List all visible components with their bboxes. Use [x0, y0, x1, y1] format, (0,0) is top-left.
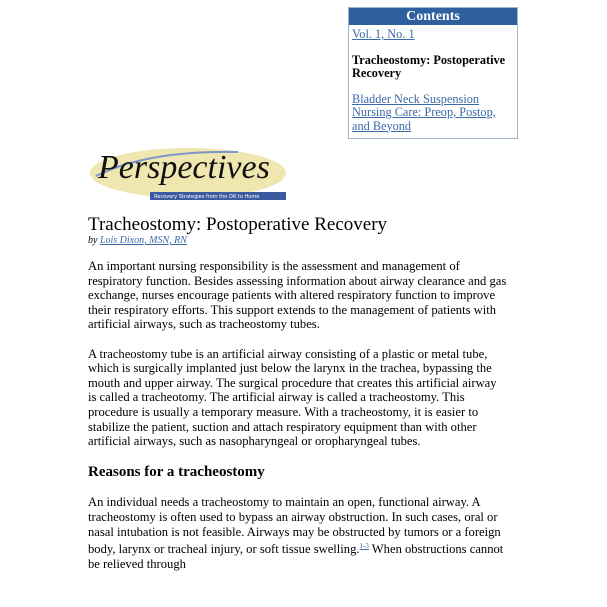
section-heading: Reasons for a tracheostomy	[88, 464, 265, 481]
reference-link[interactable]: 1-3	[359, 542, 369, 551]
paragraph: A tracheostomy tube is an artificial airway consisting of a plastic or metal tube, which is surgically implanted just below the larynx in the trachea, bypassing the mouth and upper airway. The surgical procedure that creates this artificial airway is called a tracheotomy. The artificial airway is called a tracheostomy. This procedure is usually a temporary measure. With a tracheostomy, it is easier to stabilize the patient, suction and attach respiratory equipment than with other artificial airways, such as nasopharyngeal or oropharyngeal tubes.	[88, 346, 497, 449]
byline-prefix: by	[88, 235, 100, 246]
perspectives-logo	[88, 146, 288, 204]
byline	[88, 235, 508, 246]
logo-tagline: Recovery Strategies from the OR to Home	[154, 194, 260, 200]
paragraph: An important nursing responsibility is the assessment and management of respiratory function. Besides assessing information about airway clearance and gas exchange, nurses encourage patients with altered respiratory function to improve their respiratory efforts. This support extends to the management of patients with artificial airways, such as tracheostomy tubes.	[88, 259, 507, 332]
author-link[interactable]: Lois Dixon, MSN, RN	[99, 235, 187, 246]
current-article: Tracheostomy: Postoperative Recovery	[352, 52, 506, 80]
article-link-bladder-neck[interactable]: Bladder Neck Suspension Nursing Care: Preop, Postop, and Beyond	[352, 91, 496, 133]
paragraph-text: An individual needs a tracheostomy to maintain an open, functional airway. A tracheostomy is often used to bypass an airway obstruction. In such cases, oral or nasal intubation is not feasible. Airways may be obstructed by tumors or a foreign body, larynx or tracheal injury, or soft tissue swelling.	[88, 495, 501, 557]
article-title: Tracheostomy: Postoperative Recovery	[88, 214, 388, 235]
logo-text: Perspectives	[98, 149, 270, 186]
paragraph-text: When obstructions cannot be relieved through	[88, 542, 504, 571]
paragraph	[88, 495, 508, 571]
contents-box	[348, 7, 518, 139]
contents-header: Contents	[349, 8, 517, 25]
issue-link[interactable]: Vol. 1, No. 1	[352, 27, 415, 41]
article	[88, 214, 508, 586]
